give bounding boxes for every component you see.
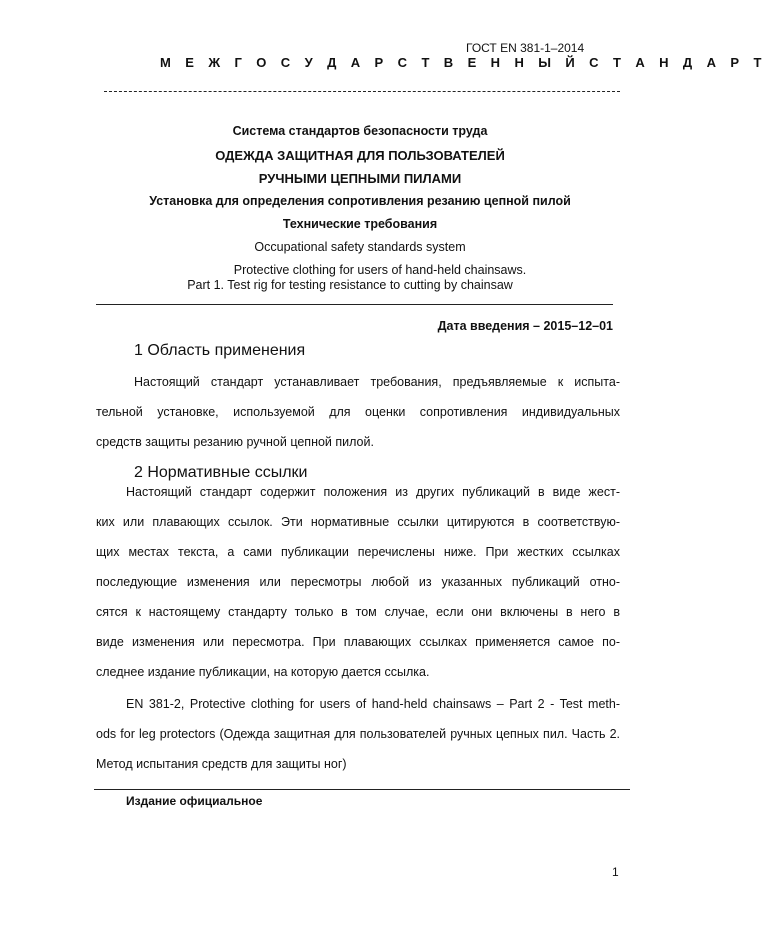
title-english-2: Protective clothing for users of hand-held chainsaws. [233,263,527,277]
title-english-3: Part 1. Test rig for testing resistance to cutting by chainsaw [187,278,513,292]
header-divider [104,91,620,92]
title-line-4: Технические требования [282,217,438,231]
paragraph-line: щих местах текста, а сами публикации перечислены ниже. При жестких ссылках [96,545,620,559]
reference-line: ods for leg protectors (Одежда защитная для пользователей ручных цепных пил. Часть 2. [96,727,620,741]
paragraph-line: сятся к настоящему стандарту только в том случае, если они включены в него в [96,605,620,619]
title-system: Система стандартов безопасности труда [232,124,488,138]
title-line-3: Установка для определения сопротивления резанию цепной пилой [149,194,571,208]
date-of-introduction: Дата введения – 2015–12–01 [437,319,613,333]
title-english-1: Occupational safety standards system [254,240,466,254]
gost-designation: ГОСТ EN 381-1–2014 [466,41,585,55]
section-2-paragraph [96,477,620,687]
section-1-heading: 1 Область применения [134,342,306,359]
paragraph-line: тельной установке, используемой для оценки сопротивления индивидуальных [96,405,620,419]
reference-line: EN 381-2, Protective clothing for users of hand-held chainsaws – Part 2 - Test meth- [126,697,620,711]
paragraph-line: ких или плавающих ссылок. Эти нормативные ссылки цитируются в соответствую- [96,515,620,529]
page-number: 1 [612,865,619,879]
title-line-1: ОДЕЖДА ЗАЩИТНАЯ ДЛЯ ПОЛЬЗОВАТЕЛЕЙ [215,148,505,163]
title-divider [96,304,613,305]
paragraph-line: следнее издание публикации, на которую дается ссылка. [96,665,430,679]
official-edition-label: Издание официальное [126,794,263,808]
reference-line: Метод испытания средств для защиты ног) [96,757,347,771]
normative-reference-en-381-2 [96,689,620,779]
section-2-heading: 2 Нормативные ссылки [134,464,308,481]
title-line-2: РУЧНЫМИ ЦЕПНЫМИ ПИЛАМИ [258,171,462,186]
paragraph-line: Настоящий стандарт устанавливает требования, предъявляемые к испыта- [134,375,620,389]
paragraph-line: последующие изменения или пересмотры любой из указанных публикаций отно- [96,575,620,589]
standard-type-heading: М Е Ж Г О С У Д А Р С Т В Е Н Н Ы Й С Т А Н Д А Р Т [160,55,767,70]
footer-divider [94,789,630,790]
section-1-paragraph [96,367,620,457]
paragraph-line: Настоящий стандарт содержит положения из других публикаций в виде жест- [126,485,620,499]
paragraph-line: виде изменения или пересмотра. При плавающих ссылках применяется самое по- [96,635,620,649]
paragraph-line: средств защиты резанию ручной цепной пилой. [96,435,374,449]
